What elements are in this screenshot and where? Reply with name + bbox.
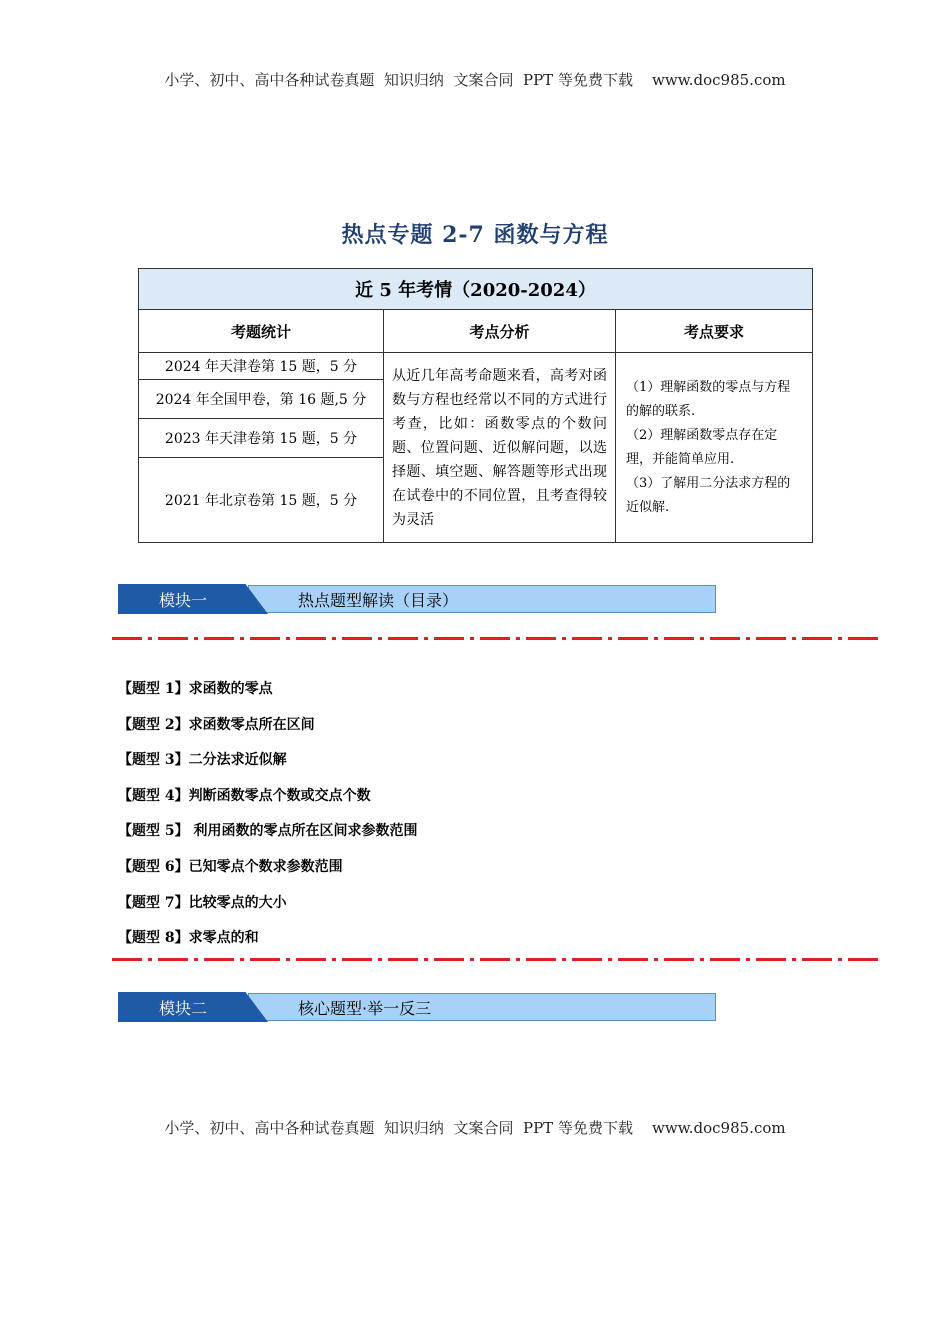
module-two-label: 模块二 [158, 999, 207, 1018]
stat-item: 2023 年天津卷第 15 题，5 分 [139, 419, 384, 458]
requirement-item: （3）了解用二分法求方程的近似解. [626, 475, 791, 515]
stat-item: 2021 年北京卷第 15 题，5 分 [139, 458, 384, 543]
type-item: 【题型 5】 利用函数的零点所在区间求参数范围 [118, 823, 418, 840]
module-one-label: 模块一 [158, 591, 207, 610]
stat-item: 2024 年全国甲卷，第 16 题,5 分 [139, 380, 384, 419]
type-item: 【题型 1】求函数的零点 [118, 681, 273, 697]
requirement-item: （1）理解函数的零点与方程的解的联系. [626, 379, 791, 419]
table-heading: 近 5 年考情（2020-2024） [139, 269, 813, 310]
page-title: 热点专题 2-7 函数与方程 [341, 222, 609, 248]
module-two-banner [118, 992, 718, 1022]
type-list [118, 678, 418, 963]
column-header-stats: 考题统计 [139, 310, 384, 353]
module-two-title: 核心题型·举一反三 [298, 999, 432, 1018]
column-header-analysis: 考点分析 [384, 310, 616, 353]
analysis-text: 从近几年高考命题来看，高考对函数与方程也经常以不同的方式进行考查，比如：函数零点的个数问题、位置问题、近似解问题，以选择题、填空题、解答题等形式出现在试卷中的不同位置，且考查得较为灵活 [384, 353, 616, 543]
type-item: 【题型 6】已知零点个数求参数范围 [118, 858, 343, 875]
requirements-cell [616, 353, 813, 543]
divider-dash-bottom [112, 958, 884, 961]
module-one-title: 热点题型解读（目录） [298, 591, 459, 610]
page-footer: 小学、初中、高中各种试卷真题 知识归纳 文案合同 PPT 等免费下载 www.doc985.com [164, 1119, 786, 1137]
exam-stats-table [138, 268, 813, 543]
type-item: 【题型 3】二分法求近似解 [118, 752, 287, 769]
stat-item: 2024 年天津卷第 15 题，5 分 [139, 353, 384, 380]
divider-dash-top [112, 637, 884, 640]
module-one-banner [118, 584, 718, 614]
page-header: 小学、初中、高中各种试卷真题 知识归纳 文案合同 PPT 等免费下载 www.doc985.com [164, 71, 786, 89]
column-header-requirements: 考点要求 [616, 310, 813, 353]
type-item: 【题型 4】判断函数零点个数或交点个数 [118, 787, 371, 804]
requirement-item: （2）理解函数零点存在定理，并能简单应用. [626, 427, 778, 467]
type-item: 【题型 7】比较零点的大小 [118, 894, 287, 911]
type-item: 【题型 2】求函数零点所在区间 [118, 716, 315, 733]
type-item: 【题型 8】求零点的和 [118, 930, 259, 947]
